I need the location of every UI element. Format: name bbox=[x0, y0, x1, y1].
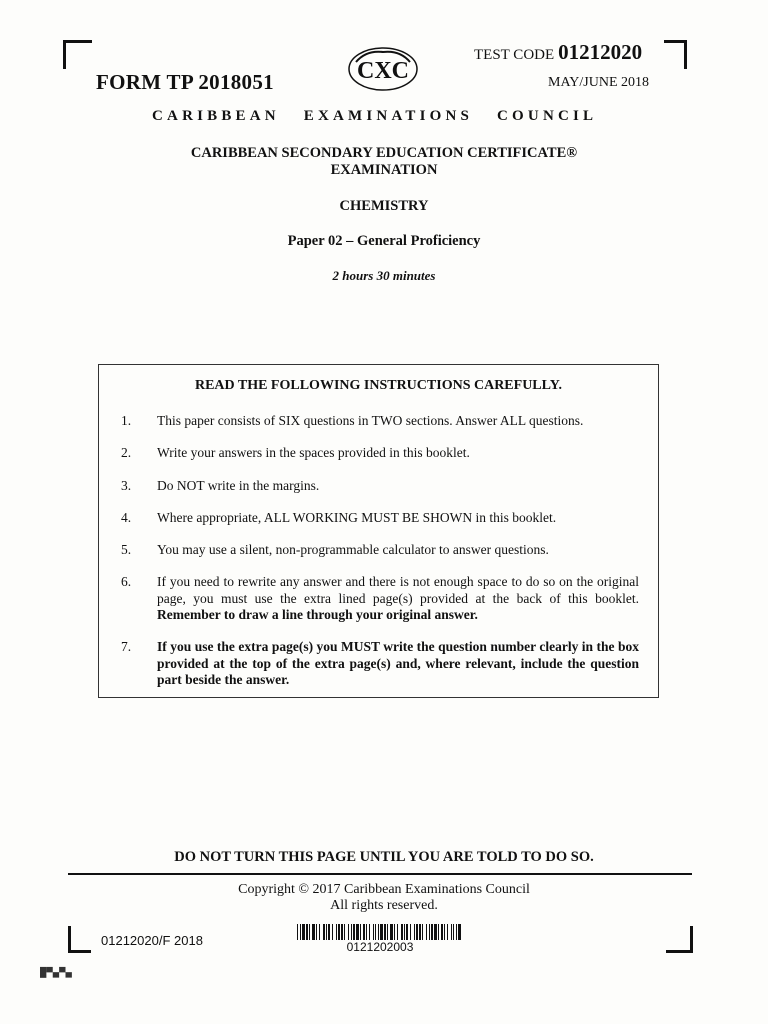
cxc-logo bbox=[346, 44, 420, 94]
paper-id: 01212020/F 2018 bbox=[101, 933, 203, 948]
instruction-text-part: If you need to rewrite any answer and there is not enough space to do so on the original page, you must use the extra lined page(s) provided at the back of this booklet. bbox=[157, 574, 639, 606]
exam-session: MAY/JUNE 2018 bbox=[548, 75, 649, 90]
rights-reserved: All rights reserved. bbox=[330, 898, 438, 913]
instruction-number: 5. bbox=[121, 542, 132, 557]
instruction-text: If you use the extra page(s) you MUST write the question number clearly in the box provided at the top of the extra page(s) and, where relevant, include the question part beside the answer. bbox=[157, 639, 639, 687]
instruction-number: 1. bbox=[121, 413, 132, 428]
paper-title: Paper 02 – General Proficiency bbox=[287, 233, 481, 249]
certificate-title-line2: EXAMINATION bbox=[330, 162, 438, 178]
instruction-text: Write your answers in the spaces provided in this booklet. bbox=[157, 445, 470, 460]
council-name: CARIBBEAN EXAMINATIONS COUNCIL bbox=[152, 108, 598, 124]
instruction-number: 2. bbox=[121, 445, 132, 460]
test-code-value: 01212020 bbox=[558, 40, 643, 64]
instruction-text: Do NOT write in the margins. bbox=[157, 478, 320, 493]
do-not-turn-warning: DO NOT TURN THIS PAGE UNTIL YOU ARE TOLD TO DO SO. bbox=[174, 849, 594, 865]
copyright-notice: Copyright © 2017 Caribbean Examinations Council bbox=[238, 882, 530, 897]
instruction-number: 4. bbox=[121, 510, 132, 525]
subject-title: CHEMISTRY bbox=[339, 198, 429, 214]
scan-mark: █▀▄▀▄ bbox=[40, 967, 72, 977]
instruction-text bbox=[157, 574, 639, 624]
instructions-heading: READ THE FOLLOWING INSTRUCTIONS CAREFULLY. bbox=[194, 378, 563, 393]
instruction-text: This paper consists of SIX questions in TWO sections. Answer ALL questions. bbox=[157, 413, 584, 428]
instruction-number: 6. bbox=[121, 574, 132, 589]
footer-divider bbox=[68, 873, 692, 875]
corner-mark-bottom-right bbox=[666, 926, 693, 953]
instructions-box bbox=[98, 364, 659, 698]
exam-duration: 2 hours 30 minutes bbox=[332, 268, 436, 283]
instruction-text: Where appropriate, ALL WORKING MUST BE SHOWN in this booklet. bbox=[157, 510, 557, 525]
instruction-number: 7. bbox=[121, 639, 132, 654]
barcode bbox=[297, 924, 463, 940]
corner-mark-bottom-left bbox=[68, 926, 91, 953]
certificate-title-line1: CARIBBEAN SECONDARY EDUCATION CERTIFICATE® bbox=[190, 145, 578, 161]
instruction-text: You may use a silent, non-programmable calculator to answer questions. bbox=[157, 542, 549, 557]
instruction-number: 3. bbox=[121, 478, 132, 493]
instruction-emphasis: Remember to draw a line through your original answer. bbox=[157, 607, 478, 622]
corner-mark-top-right bbox=[664, 40, 687, 69]
corner-mark-top-left bbox=[63, 40, 92, 69]
test-code-label: TEST CODE bbox=[474, 47, 555, 63]
svg-text:CXC: CXC bbox=[357, 58, 409, 84]
form-code: FORM TP 2018051 bbox=[96, 70, 274, 94]
test-code bbox=[474, 40, 642, 65]
barcode-number: 0121202003 bbox=[346, 940, 414, 954]
